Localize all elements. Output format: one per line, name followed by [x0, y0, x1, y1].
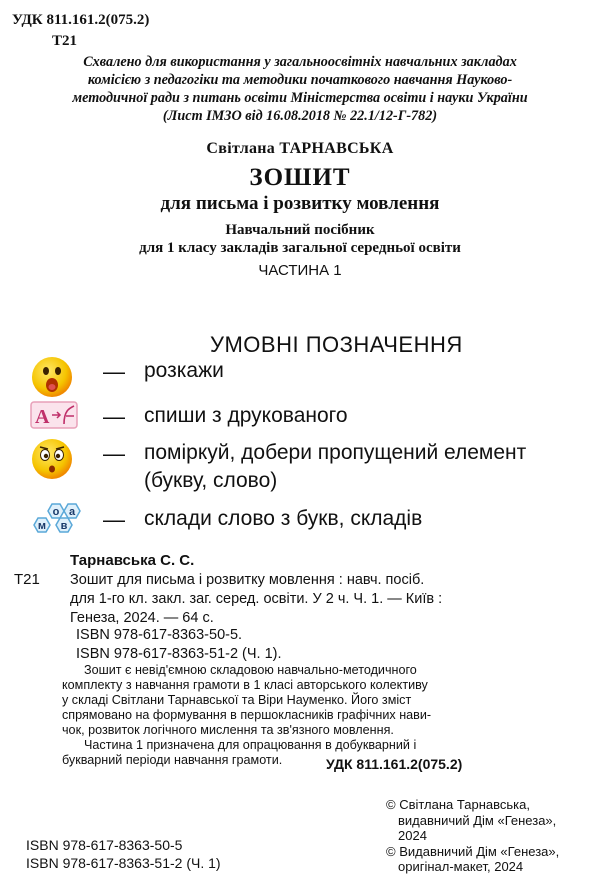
approval-note: [20, 53, 580, 125]
isbn-line: ISBN 978-617-8363-50-5.: [76, 627, 243, 643]
legend-dash: —: [103, 404, 125, 429]
legend-label-line: (букву, слово): [144, 469, 278, 492]
book-title: ЗОШИТ: [249, 164, 351, 191]
legend-title: УМОВНІ ПОЗНАЧЕННЯ: [210, 332, 463, 357]
legend-item-blocks: [30, 503, 590, 547]
isbn-bottom: [26, 836, 221, 872]
legend-label-line: поміркуй, добери пропущений елемент: [144, 441, 527, 464]
legend-label: склади слово з букв, складів: [144, 507, 423, 530]
bibliography-isbn: [76, 626, 282, 664]
copyright-line: оригінал-макет, 2024: [398, 859, 524, 874]
bibliography-line: Зошит для письма і розвитку мовлення : навч. посіб.: [70, 572, 425, 588]
copyright-line: видавничий Дім «Генеза»,: [398, 812, 557, 828]
abstract-line: Частина 1 призначена для опрацювання в добукварний і: [84, 738, 417, 752]
legend-dash: —: [103, 507, 125, 532]
book-subtitle: для письма і розвитку мовлення: [160, 193, 440, 214]
thinking-face-icon: [30, 437, 78, 481]
approval-line: комісією з педагогіки та методики початкового навчання Науково-: [87, 72, 513, 88]
copy-icon-letter: А: [35, 406, 50, 428]
talking-face-icon: [30, 355, 78, 399]
abstract-line: Зошит є невід'ємною складовою навчально-методичного: [84, 663, 417, 677]
udk-code-top: УДК 811.161.2(075.2): [12, 12, 150, 28]
copyright-notice: [386, 797, 559, 875]
abstract-line: спрямовано на формування в першокласників графічних нави-: [62, 708, 432, 722]
abstract-line: букварний періоди навчання грамоти.: [62, 753, 283, 767]
abstract-line: у складі Світлани Тарнавської та Віри Науменко. Його зміст: [62, 693, 412, 707]
bibliography-code: Т21: [14, 571, 40, 588]
legend-item-talk: [30, 355, 590, 399]
block-letter: в: [60, 520, 68, 532]
copyright-line: © Світлана Тарнавська,: [386, 797, 530, 812]
isbn-line: ISBN 978-617-8363-51-2 (Ч. 1).: [76, 646, 282, 662]
approval-line: (Лист ІМЗО від 16.08.2018 № 22.1/12-Г-782): [162, 108, 438, 124]
copyright-line: 2024: [398, 828, 427, 843]
legend-dash: —: [103, 359, 125, 384]
book-audience: для 1 класу закладів загальної середньої освіти: [139, 240, 461, 256]
approval-line: методичної ради з питань освіти Міністерства освіти і науки України: [72, 90, 528, 106]
bibliography-description: [70, 571, 590, 628]
copyright-line: © Видавничий Дім «Генеза»,: [386, 843, 560, 859]
legend-label: [144, 439, 526, 495]
approval-line: Схвалено для використання у загальноосвітніх навчальних закладах: [83, 54, 517, 70]
author-mark-top: Т21: [52, 33, 78, 49]
isbn-line: ISBN 978-617-8363-50-5: [26, 837, 183, 853]
bibliography-abstract: [62, 663, 562, 768]
legend-label: розкажи: [144, 359, 224, 382]
bibliography-line: для 1-го кл. закл. заг. серед. освіти. У 2 ч. Ч. 1. — Київ :: [70, 591, 443, 607]
block-letter: м: [37, 520, 47, 532]
bibliography-line: Генеза, 2024. — 64 с.: [70, 610, 214, 626]
legend-item-think: [30, 437, 590, 495]
abstract-line: комплекту з навчання грамоти в 1 класі авторського колективу: [62, 678, 428, 692]
udk-code-bottom: УДК 811.161.2(075.2): [326, 756, 463, 772]
isbn-line: ISBN 978-617-8363-51-2 (Ч. 1): [26, 855, 221, 871]
abstract-line: чок, розвиток логічного мислення та зв'язного мовлення.: [62, 723, 394, 737]
letter-blocks-icon: [30, 503, 78, 547]
block-letter: а: [68, 506, 76, 518]
legend-dash: —: [103, 441, 125, 466]
legend-label: спиши з друкованого: [144, 404, 348, 427]
book-part: ЧАСТИНА 1: [258, 262, 342, 279]
bibliography-author: Тарнавська С. С.: [70, 552, 195, 569]
block-letter: о: [52, 506, 60, 518]
author-name: Світлана ТАРНАВСЬКА: [206, 140, 394, 157]
book-type: Навчальний посібник: [225, 222, 375, 238]
